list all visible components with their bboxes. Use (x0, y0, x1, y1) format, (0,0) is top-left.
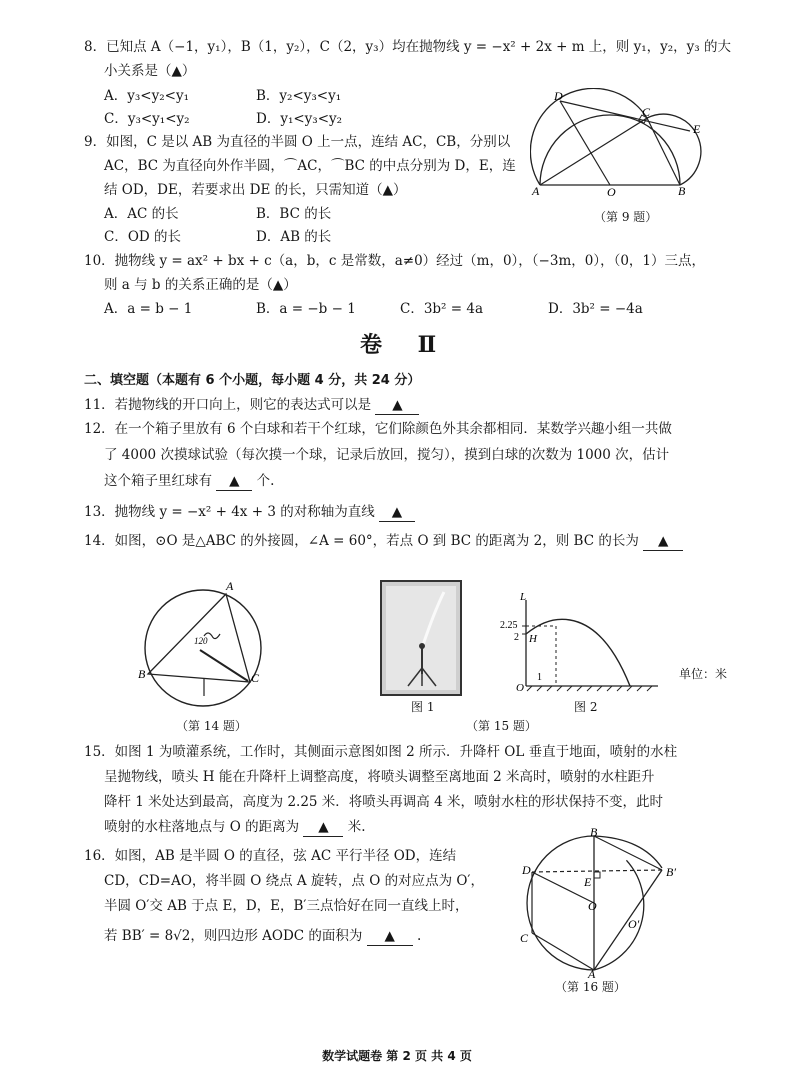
q15-fig1-caption: 图 1 (411, 700, 435, 714)
q9-label-b: B (678, 184, 686, 198)
page-footer: 数学试题卷 第 2 页 共 4 页 (322, 1049, 472, 1063)
q15-label-1: 1 (537, 672, 542, 683)
q15-photo-frame (380, 580, 462, 696)
q9-option-b: B．BC 的长 (256, 206, 332, 222)
q9-label-c: C (642, 105, 651, 119)
q14-stem (84, 532, 683, 551)
q8-stem-line2: 小关系是（▲） (104, 63, 196, 79)
q14-text: 14．如图，⊙O 是△ABC 的外接圆，∠A = 60°，若点 O 到 BC 的距离为 2，则 BC 的长为 (84, 533, 639, 549)
q10-option-d: D．3b² = −4a (548, 301, 643, 317)
q11-stem (84, 396, 419, 415)
q15-blank: ▲ (303, 818, 343, 837)
q10-stem-line1: 10．抛物线 y = ax² + bx + c（a，b，c 是常数，a≠0）经过（m，0），（−3m，0），（0，1）三点， (84, 253, 706, 269)
q15-label-2: 2 (514, 632, 519, 643)
q10-stem-line2: 则 a 与 b 的关系正确的是（▲） (104, 277, 297, 293)
q9-option-a: A．AC 的长 (104, 206, 179, 222)
q8-option-b: B．y₂<y₃<y₁ (256, 88, 342, 104)
q15-stem-line3: 降杆 1 米处达到最高，高度为 2.25 米．将喷头再调高 4 米，喷射水柱的形状保持不变，此时 (104, 794, 663, 810)
q15-line4-end: 米. (347, 819, 366, 835)
q13-stem (84, 503, 415, 522)
q9-label-d: D (554, 89, 563, 103)
q9-option-d: D．AB 的长 (256, 229, 332, 245)
q8-stem-line1: 8．已知点 A（−1，y₁），B（1，y₂），C（2，y₃）均在抛物线 y = −x² + 2x + m 上，则 y₁，y₂，y₃ 的大 (84, 39, 732, 55)
q12-line3-end: 个. (256, 473, 275, 489)
q15-line4-start: 喷射的水柱落地点与 O 的距离为 (104, 819, 300, 835)
q14-blank: ▲ (643, 532, 683, 551)
q16-label-oprime: O′ (628, 917, 640, 931)
q16-stem-line3: 半圆 O′交 AB 于点 E，D，E，B′三点恰好在同一直线上时， (104, 898, 469, 914)
q15-unit-label: 单位：米 (679, 667, 728, 681)
q9-label-e: E (693, 122, 701, 136)
q14-label-a: A (226, 579, 234, 593)
q16-figure-caption: （第 16 题） (555, 980, 626, 994)
q14-figure-caption: （第 14 题） (176, 719, 247, 733)
q13-blank: ▲ (379, 503, 415, 522)
q8-option-a: A．y₃<y₂<y₁ (104, 88, 189, 104)
volume-title: 卷 Ⅱ (360, 332, 451, 358)
q9-label-a: A (532, 184, 540, 198)
q15-stem-line4 (104, 818, 366, 837)
q12-blank: ▲ (216, 472, 252, 491)
q15-label-l: L (520, 591, 527, 603)
q12-stem-line3 (104, 472, 274, 491)
q15-label-o: O (516, 682, 524, 694)
q9-stem-line1: 9．如图，C 是以 AB 为直径的半圆 O 上一点，连结 AC，CB，分别以 (84, 134, 511, 150)
q14-label-b: B (138, 667, 146, 681)
q16-label-bprime: B′ (666, 865, 676, 879)
q16-label-o: O (588, 899, 597, 913)
q15-stem-line2: 呈抛物线，喷头 H 能在升降杆上调整高度，将喷头调整至离地面 2 米高时，喷射的水柱距升 (104, 769, 655, 785)
figure-q9 (530, 88, 710, 198)
q15-label-225: 2.25 (500, 620, 518, 631)
figure-q14 (138, 578, 278, 718)
q8-option-d: D．y₁<y₃<y₂ (256, 111, 343, 127)
q12-stem-line2: 了 4000 次摸球试验（每次摸一个球，记录后放回，搅匀），摸到白球的次数为 1000 次，估计 (104, 447, 670, 463)
q10-option-b: B．a = −b − 1 (256, 301, 356, 317)
q9-stem-line3: 结 OD，DE，若要求出 DE 的长，只需知道（▲） (104, 182, 407, 198)
q16-stem-line2: CD，CD=AO，将半圆 O 绕点 A 旋转，点 O 的对应点为 O′， (104, 873, 484, 889)
q13-text: 13．抛物线 y = −x² + 4x + 3 的对称轴为直线 (84, 504, 375, 520)
section2-heading: 二、填空题（本题有 6 个小题，每小题 4 分，共 24 分） (84, 373, 421, 388)
q16-label-e: E (584, 875, 592, 889)
q16-label-c: C (520, 931, 529, 945)
q16-label-d: D (522, 863, 531, 877)
q11-text: 11．若抛物线的开口向上，则它的表达式可以是 (84, 397, 372, 413)
q10-option-c: C．3b² = 4a (400, 301, 484, 317)
q16-stem-line4 (104, 927, 421, 946)
q9-stem-line2: AC，BC 为直径向外作半圆，⌒AC，⌒BC 的中点分别为 D，E，连 (104, 158, 516, 174)
q14-label-c: C (251, 671, 260, 685)
figure-q15-diagram (496, 590, 666, 695)
q10-option-a: A．a = b − 1 (104, 301, 193, 317)
q15-label-h: H (529, 633, 537, 645)
figure-q16 (512, 828, 702, 978)
q11-blank: ▲ (375, 396, 419, 415)
q15-figure-caption: （第 15 题） (466, 719, 537, 733)
q15-fig2-caption: 图 2 (574, 700, 598, 714)
sprinkler-photo-icon (382, 582, 460, 694)
q16-label-a: A (588, 967, 596, 978)
q16-line4-start: 若 BB′ = 8√2，则四边形 AODC 的面积为 (104, 928, 363, 944)
q16-blank: ▲ (367, 927, 413, 946)
q15-stem-line1: 15．如图 1 为喷灌系统，工作时，其侧面示意图如图 2 所示．升降杆 OL 垂直于地面，喷射的水柱 (84, 744, 678, 760)
q9-option-c: C．OD 的长 (104, 229, 182, 245)
q9-figure-caption: （第 9 题） (594, 210, 658, 224)
q16-label-b: B (590, 828, 598, 839)
q12-line3-start: 这个箱子里红球有 (104, 473, 212, 489)
q16-stem-line1: 16．如图，AB 是半圆 O 的直径，弦 AC 平行半径 OD，连结 (84, 848, 457, 864)
q12-stem-line1: 12．在一个箱子里放有 6 个白球和若干个红球，它们除颜色外其余都相同．某数学兴趣小组一共做 (84, 421, 672, 437)
q9-label-o: O (607, 185, 616, 198)
q14-handwriting: 120 (194, 636, 208, 646)
q16-line4-end: . (417, 928, 422, 944)
q8-option-c: C．y₃<y₁<y₂ (104, 111, 190, 127)
